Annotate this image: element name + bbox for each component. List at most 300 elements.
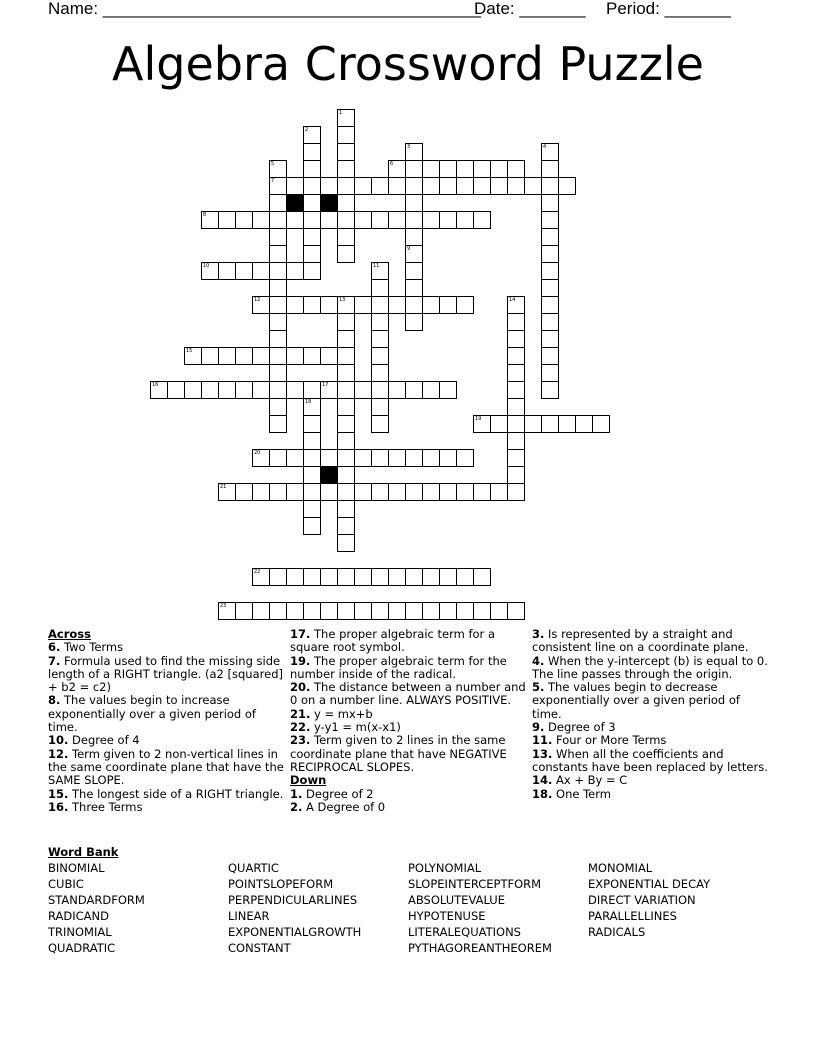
crossword-cell[interactable] <box>303 143 321 161</box>
word-bank-item: LINEAR <box>228 909 270 923</box>
clue-text: Degree of 3 <box>544 720 616 735</box>
crossword-cell[interactable] <box>541 262 559 280</box>
crossword-cell[interactable] <box>337 449 355 467</box>
crossword-cell[interactable] <box>269 177 287 195</box>
crossword-cell[interactable] <box>439 211 457 229</box>
crossword-cell[interactable] <box>337 194 355 212</box>
crossword-cell[interactable] <box>541 194 559 212</box>
crossword-cell[interactable] <box>201 211 219 229</box>
crossword-cell[interactable] <box>337 483 355 501</box>
crossword-cell[interactable] <box>405 211 423 229</box>
clue-number-label: 7. <box>48 653 61 668</box>
crossword-cell[interactable] <box>541 245 559 263</box>
crossword-cell[interactable] <box>337 364 355 382</box>
crossword-cell[interactable] <box>371 330 389 348</box>
crossword-cell[interactable] <box>269 347 287 365</box>
across-clue <box>48 788 284 801</box>
clue-number-label: 8. <box>48 693 61 708</box>
crossword-cell[interactable] <box>286 602 304 620</box>
crossword-cell[interactable] <box>286 483 304 501</box>
clue-number: 23 <box>220 603 227 609</box>
crossword-cell[interactable] <box>337 381 355 399</box>
crossword-cell[interactable] <box>456 177 474 195</box>
across-clue <box>290 655 526 682</box>
word-bank-item: HYPOTENUSE <box>408 909 486 923</box>
crossword-cell[interactable] <box>507 381 525 399</box>
crossword-cell[interactable] <box>439 296 457 314</box>
crossword-cell[interactable] <box>507 415 525 433</box>
crossword-cell[interactable] <box>388 160 406 178</box>
crossword-cell[interactable] <box>541 160 559 178</box>
crossword-cell[interactable] <box>473 602 491 620</box>
crossword-cell[interactable] <box>252 347 270 365</box>
crossword-cell[interactable] <box>303 347 321 365</box>
crossword-cell[interactable] <box>558 415 576 433</box>
crossword-cell[interactable] <box>235 262 253 280</box>
crossword-cell[interactable] <box>541 143 559 161</box>
clue-number-label: 3. <box>532 627 545 641</box>
crossword-cell[interactable] <box>371 568 389 586</box>
crossword-cell[interactable] <box>252 568 270 586</box>
crossword-cell[interactable] <box>473 568 491 586</box>
crossword-cell[interactable] <box>388 177 406 195</box>
crossword-cell[interactable] <box>303 466 321 484</box>
crossword-cell[interactable] <box>337 109 355 127</box>
crossword-cell[interactable] <box>218 347 236 365</box>
crossword-cell[interactable] <box>405 381 423 399</box>
clue-number-label: 19. <box>290 653 311 668</box>
down-clue <box>532 774 768 787</box>
crossword-cell[interactable] <box>303 517 321 535</box>
crossword-cell[interactable] <box>303 568 321 586</box>
crossword-cell[interactable] <box>269 228 287 246</box>
crossword-cell[interactable] <box>405 143 423 161</box>
clue-text: Three Terms <box>68 799 143 814</box>
crossword-cell[interactable] <box>371 415 389 433</box>
crossword-cell[interactable] <box>405 568 423 586</box>
crossword-cell[interactable] <box>439 160 457 178</box>
crossword-cell[interactable] <box>422 568 440 586</box>
clue-number: 8 <box>203 212 207 218</box>
clue-text: One Term <box>552 786 611 801</box>
crossword-cell[interactable] <box>524 177 542 195</box>
crossword-cell[interactable] <box>507 466 525 484</box>
crossword-cell[interactable] <box>490 602 508 620</box>
crossword-cell[interactable] <box>541 347 559 365</box>
crossword-cell[interactable] <box>371 449 389 467</box>
crossword-cell[interactable] <box>541 364 559 382</box>
crossword-cell[interactable] <box>269 279 287 297</box>
crossword-cell[interactable] <box>541 415 559 433</box>
clue-text: Term given to 2 lines in the same coordinate plane that have NEGATIVE RECIPROCAL SLOPES. <box>290 733 507 774</box>
crossword-cell[interactable] <box>456 449 474 467</box>
crossword-cell[interactable] <box>388 211 406 229</box>
crossword-cell[interactable] <box>303 483 321 501</box>
crossword-cell[interactable] <box>303 126 321 144</box>
crossword-cell[interactable] <box>201 347 219 365</box>
crossword-cell[interactable] <box>422 449 440 467</box>
crossword-cell[interactable] <box>388 483 406 501</box>
crossword-cell[interactable] <box>286 449 304 467</box>
clue-number: 4 <box>543 144 547 150</box>
crossword-cell[interactable] <box>337 534 355 552</box>
crossword-cell[interactable] <box>320 568 338 586</box>
crossword-cell[interactable] <box>320 211 338 229</box>
crossword-cell[interactable] <box>269 330 287 348</box>
crossword-cell[interactable] <box>439 602 457 620</box>
crossword-cell[interactable] <box>473 415 491 433</box>
crossword-cell[interactable] <box>405 194 423 212</box>
crossword-cell[interactable] <box>558 177 576 195</box>
crossword-cell[interactable] <box>541 296 559 314</box>
crossword-cell[interactable] <box>337 296 355 314</box>
crossword-cell[interactable] <box>354 381 372 399</box>
crossword-cell[interactable] <box>371 347 389 365</box>
crossword-cell[interactable] <box>320 177 338 195</box>
crossword-cell[interactable] <box>456 602 474 620</box>
crossword-cell[interactable] <box>405 228 423 246</box>
across-clues-column-1 <box>48 628 284 814</box>
clue-number-label: 13. <box>532 746 553 761</box>
crossword-cell[interactable] <box>541 330 559 348</box>
crossword-cell[interactable] <box>269 194 287 212</box>
crossword-cell[interactable] <box>303 160 321 178</box>
crossword-cell[interactable] <box>218 602 236 620</box>
crossword-cell[interactable] <box>337 466 355 484</box>
crossword-cell[interactable] <box>269 568 287 586</box>
crossword-cell[interactable] <box>405 245 423 263</box>
crossword-cell[interactable] <box>286 568 304 586</box>
crossword-cell[interactable] <box>371 262 389 280</box>
crossword-cell[interactable] <box>252 381 270 399</box>
crossword-cell[interactable] <box>337 568 355 586</box>
crossword-cell[interactable] <box>371 602 389 620</box>
clue-text: Term given to 2 non-vertical lines in the same coordinate plane that have the SAME SLOPE. <box>48 746 284 788</box>
crossword-cell[interactable] <box>303 211 321 229</box>
crossword-cell[interactable] <box>337 500 355 518</box>
crossword-cell[interactable] <box>524 415 542 433</box>
crossword-cell[interactable] <box>405 602 423 620</box>
word-bank-item: MONOMIAL <box>588 861 653 875</box>
across-clue <box>290 734 526 774</box>
crossword-cell[interactable] <box>405 262 423 280</box>
crossword-cell[interactable] <box>320 602 338 620</box>
crossword-cell[interactable] <box>303 381 321 399</box>
crossword-cell[interactable] <box>235 211 253 229</box>
crossword-cell[interactable] <box>269 381 287 399</box>
crossword-cell[interactable] <box>218 211 236 229</box>
crossword-cell[interactable] <box>507 296 525 314</box>
crossword-cell[interactable] <box>286 381 304 399</box>
crossword-cell[interactable] <box>337 313 355 331</box>
crossword-cell[interactable] <box>286 262 304 280</box>
clue-number: 3 <box>407 144 411 150</box>
crossword-cell[interactable] <box>456 568 474 586</box>
crossword-cell[interactable] <box>286 347 304 365</box>
crossword-cell[interactable] <box>388 381 406 399</box>
crossword-cell[interactable] <box>371 211 389 229</box>
crossword-cell[interactable] <box>490 160 508 178</box>
crossword-cell[interactable] <box>439 568 457 586</box>
across-clue <box>48 801 284 814</box>
crossword-cell[interactable] <box>422 211 440 229</box>
crossword-cell[interactable] <box>490 483 508 501</box>
crossword-cell[interactable] <box>439 177 457 195</box>
crossword-cell[interactable] <box>541 279 559 297</box>
crossword-cell[interactable] <box>354 602 372 620</box>
crossword-cell[interactable] <box>252 211 270 229</box>
crossword-cell[interactable] <box>320 381 338 399</box>
crossword-cell[interactable] <box>388 602 406 620</box>
crossword-cell[interactable] <box>371 483 389 501</box>
clue-number: 11 <box>373 263 380 269</box>
crossword-cell[interactable] <box>269 262 287 280</box>
crossword-cell[interactable] <box>541 313 559 331</box>
crossword-cell[interactable] <box>575 415 593 433</box>
crossword-cell[interactable] <box>269 483 287 501</box>
crossword-cell[interactable] <box>320 296 338 314</box>
crossword-block-cell <box>320 466 338 484</box>
crossword-cell[interactable] <box>439 381 457 399</box>
crossword-cell[interactable] <box>354 483 372 501</box>
clue-number-label: 4. <box>532 653 545 668</box>
crossword-cell[interactable] <box>507 432 525 450</box>
crossword-cell[interactable] <box>337 432 355 450</box>
word-bank-item: EXPONENTIALGROWTH <box>228 925 362 939</box>
crossword-cell[interactable] <box>422 483 440 501</box>
period-field[interactable]: Period: _______ <box>606 0 731 18</box>
crossword-cell[interactable] <box>371 279 389 297</box>
word-bank-item: CONSTANT <box>228 941 291 955</box>
crossword-cell[interactable] <box>303 228 321 246</box>
crossword-cell[interactable] <box>456 296 474 314</box>
crossword-cell[interactable] <box>235 602 253 620</box>
down-heading: Down <box>290 773 327 788</box>
down-clue <box>532 681 768 721</box>
crossword-cell[interactable] <box>337 143 355 161</box>
crossword-cell[interactable] <box>473 160 491 178</box>
crossword-cell[interactable] <box>320 483 338 501</box>
crossword-cell[interactable] <box>252 262 270 280</box>
crossword-cell[interactable] <box>286 177 304 195</box>
clue-number-label: 5. <box>532 680 545 695</box>
crossword-cell[interactable] <box>286 296 304 314</box>
crossword-cell[interactable] <box>473 483 491 501</box>
crossword-cell[interactable] <box>507 398 525 416</box>
crossword-cell[interactable] <box>456 211 474 229</box>
crossword-cell[interactable] <box>269 602 287 620</box>
crossword-cell[interactable] <box>473 211 491 229</box>
crossword-cell[interactable] <box>303 262 321 280</box>
date-field[interactable]: Date: _______ <box>474 0 586 18</box>
crossword-cell[interactable] <box>269 415 287 433</box>
crossword-cell[interactable] <box>150 381 168 399</box>
crossword-cell[interactable] <box>507 449 525 467</box>
crossword-cell[interactable] <box>371 177 389 195</box>
crossword-cell[interactable] <box>201 381 219 399</box>
word-bank-item: PYTHAGOREANTHEOREM <box>408 941 552 955</box>
crossword-cell[interactable] <box>303 194 321 212</box>
clue-number: 12 <box>254 297 261 303</box>
crossword-cell[interactable] <box>337 177 355 195</box>
crossword-cell[interactable] <box>184 347 202 365</box>
crossword-cell[interactable] <box>507 364 525 382</box>
clue-number-label: 23. <box>290 733 311 748</box>
crossword-cell[interactable] <box>337 398 355 416</box>
crossword-cell[interactable] <box>337 211 355 229</box>
crossword-cell[interactable] <box>422 177 440 195</box>
crossword-cell[interactable] <box>303 602 321 620</box>
crossword-cell[interactable] <box>218 381 236 399</box>
crossword-cell[interactable] <box>252 483 270 501</box>
crossword-cell[interactable] <box>337 160 355 178</box>
clue-number: 19 <box>475 416 482 422</box>
crossword-cell[interactable] <box>303 449 321 467</box>
crossword-cell[interactable] <box>388 296 406 314</box>
crossword-cell[interactable] <box>371 381 389 399</box>
crossword-cell[interactable] <box>507 347 525 365</box>
crossword-cell[interactable] <box>371 313 389 331</box>
down-clues-column-3 <box>532 628 768 801</box>
crossword-cell[interactable] <box>405 279 423 297</box>
crossword-cell[interactable] <box>354 296 372 314</box>
crossword-cell[interactable] <box>235 483 253 501</box>
crossword-cell[interactable] <box>507 177 525 195</box>
crossword-cell[interactable] <box>269 211 287 229</box>
crossword-cell[interactable] <box>303 398 321 416</box>
crossword-cell[interactable] <box>201 262 219 280</box>
clue-number: 5 <box>271 161 275 167</box>
across-clue <box>48 655 284 695</box>
crossword-cell[interactable] <box>354 449 372 467</box>
crossword-cell[interactable] <box>337 517 355 535</box>
crossword-cell[interactable] <box>354 568 372 586</box>
crossword-cell[interactable] <box>592 415 610 433</box>
crossword-cell[interactable] <box>269 245 287 263</box>
crossword-cell[interactable] <box>439 449 457 467</box>
crossword-cell[interactable] <box>541 228 559 246</box>
crossword-cell[interactable] <box>252 296 270 314</box>
crossword-cell[interactable] <box>405 449 423 467</box>
crossword-cell[interactable] <box>507 602 525 620</box>
crossword-cell[interactable] <box>269 398 287 416</box>
word-bank-item: POLYNOMIAL <box>408 861 482 875</box>
crossword-cell[interactable] <box>286 211 304 229</box>
crossword-cell[interactable] <box>337 602 355 620</box>
crossword-cell[interactable] <box>422 381 440 399</box>
crossword-cell[interactable] <box>388 449 406 467</box>
crossword-cell[interactable] <box>422 160 440 178</box>
crossword-cell[interactable] <box>218 483 236 501</box>
word-bank-item: CUBIC <box>48 877 84 891</box>
crossword-cell[interactable] <box>337 245 355 263</box>
crossword-cell[interactable] <box>320 347 338 365</box>
down-clue <box>532 628 768 655</box>
crossword-cell[interactable] <box>337 415 355 433</box>
crossword-cell[interactable] <box>269 296 287 314</box>
crossword-cell[interactable] <box>337 126 355 144</box>
clue-text: Ax + By = C <box>552 773 628 788</box>
name-field[interactable]: Name: ________________________________________ <box>48 0 481 18</box>
crossword-cell[interactable] <box>303 245 321 263</box>
crossword-cell[interactable] <box>354 177 372 195</box>
crossword-cell[interactable] <box>405 177 423 195</box>
crossword-cell[interactable] <box>337 347 355 365</box>
crossword-cell[interactable] <box>337 228 355 246</box>
crossword-cell[interactable] <box>490 415 508 433</box>
crossword-cell[interactable] <box>303 500 321 518</box>
crossword-cell[interactable] <box>184 381 202 399</box>
crossword-cell[interactable] <box>269 364 287 382</box>
crossword-cell[interactable] <box>167 381 185 399</box>
crossword-cell[interactable] <box>269 313 287 331</box>
clue-text: Degree of 4 <box>68 733 140 748</box>
crossword-cell[interactable] <box>252 602 270 620</box>
clue-text: Two Terms <box>60 640 124 655</box>
crossword-cell[interactable] <box>252 449 270 467</box>
crossword-cell[interactable] <box>269 449 287 467</box>
crossword-cell[interactable] <box>507 160 525 178</box>
crossword-cell[interactable] <box>354 211 372 229</box>
across-clue <box>290 628 526 655</box>
clue-number: 18 <box>305 399 312 405</box>
crossword-cell[interactable] <box>303 415 321 433</box>
crossword-block-cell <box>320 194 338 212</box>
clue-text: Formula used to find the missing side length of a RIGHT triangle. (a2 [squared] + b2 = c2) <box>48 653 283 695</box>
word-bank-item: RADICAND <box>48 909 109 923</box>
across-clue <box>290 708 526 721</box>
crossword-cell[interactable] <box>541 211 559 229</box>
clue-text: Is represented by a straight and consistent line on a coordinate plane. <box>532 627 749 655</box>
crossword-cell[interactable] <box>456 160 474 178</box>
clue-number-label: 22. <box>290 720 311 735</box>
crossword-cell[interactable] <box>218 262 236 280</box>
crossword-cell[interactable] <box>303 296 321 314</box>
crossword-cell[interactable] <box>541 381 559 399</box>
crossword-cell[interactable] <box>507 483 525 501</box>
clue-number-label: 18. <box>532 786 553 801</box>
crossword-cell[interactable] <box>456 483 474 501</box>
crossword-cell[interactable] <box>371 364 389 382</box>
crossword-cell[interactable] <box>405 483 423 501</box>
crossword-cell[interactable] <box>235 347 253 365</box>
crossword-cell[interactable] <box>388 568 406 586</box>
crossword-cell[interactable] <box>490 177 508 195</box>
word-bank-item: PARALLELLINES <box>588 909 677 923</box>
across-clue <box>290 721 526 734</box>
clue-text: When the y-intercept (b) is equal to 0. The line passes through the origin. <box>532 653 768 681</box>
crossword-cell[interactable] <box>405 313 423 331</box>
crossword-cell[interactable] <box>507 313 525 331</box>
crossword-cell[interactable] <box>320 449 338 467</box>
crossword-cell[interactable] <box>405 160 423 178</box>
crossword-cell[interactable] <box>303 432 321 450</box>
crossword-cell[interactable] <box>422 296 440 314</box>
crossword-cell[interactable] <box>371 398 389 416</box>
crossword-cell[interactable] <box>269 160 287 178</box>
crossword-cell[interactable] <box>507 330 525 348</box>
crossword-cell[interactable] <box>235 381 253 399</box>
crossword-cell[interactable] <box>439 483 457 501</box>
crossword-cell[interactable] <box>422 602 440 620</box>
crossword-cell[interactable] <box>303 177 321 195</box>
clue-number: 6 <box>390 161 394 167</box>
crossword-cell[interactable] <box>473 177 491 195</box>
crossword-cell[interactable] <box>405 296 423 314</box>
crossword-cell[interactable] <box>371 296 389 314</box>
crossword-cell[interactable] <box>541 177 559 195</box>
crossword-cell[interactable] <box>337 330 355 348</box>
